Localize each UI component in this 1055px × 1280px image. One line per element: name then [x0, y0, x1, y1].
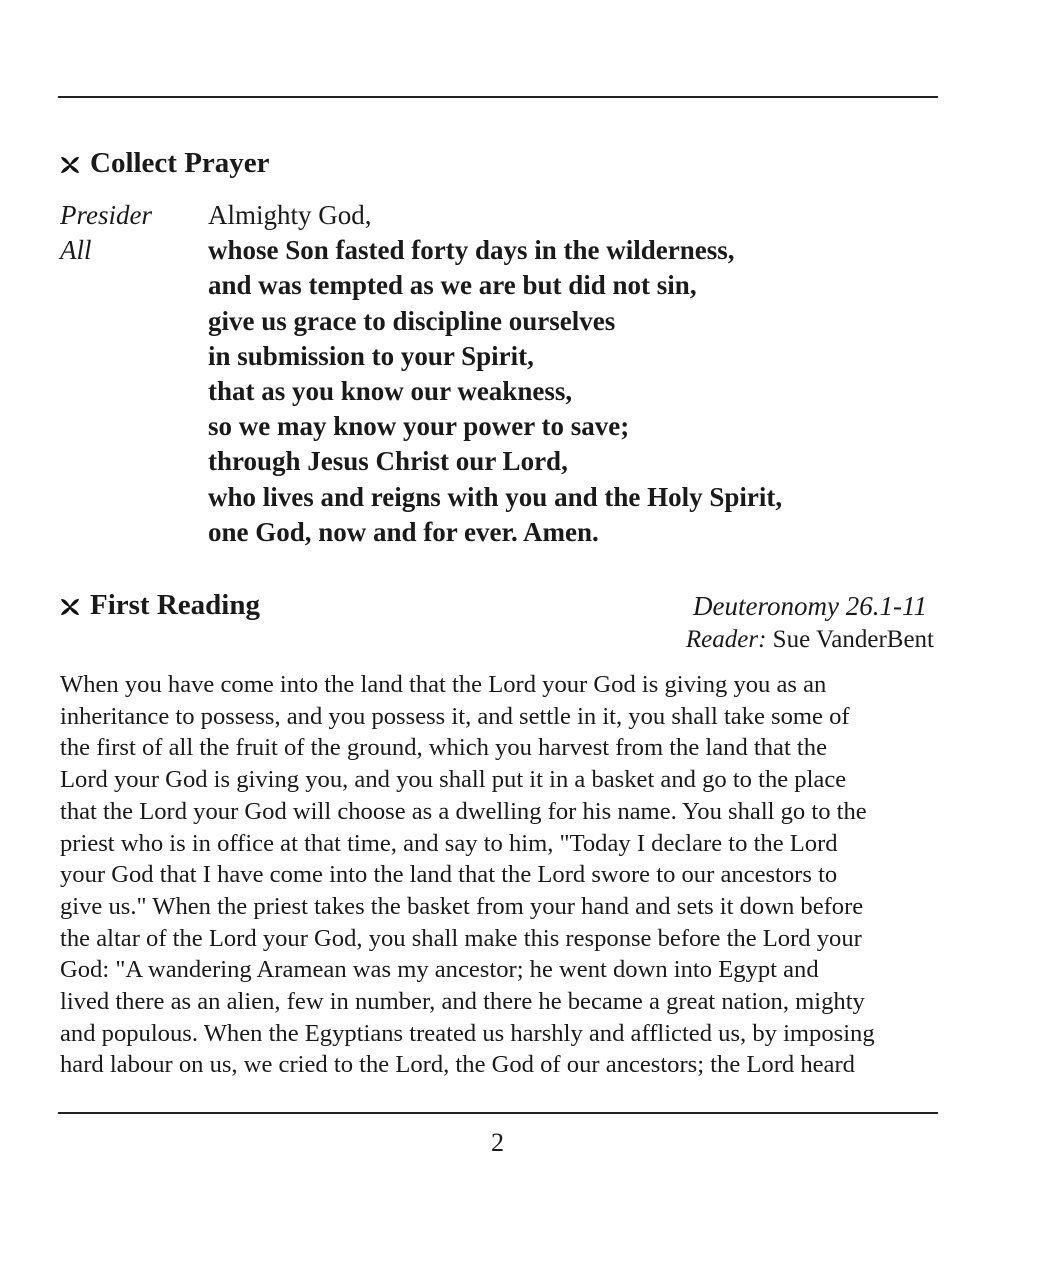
prayer-line: so we may know your power to save;	[208, 411, 630, 442]
reading-line: the altar of the Lord your God, you shall make this response before the Lord your	[60, 924, 862, 952]
reading-line: inheritance to possess, and you possess it, and settle in it, you shall take some of	[60, 702, 850, 730]
reading-text	[60, 669, 875, 1081]
prayer-line: one God, now and for ever. Amen.	[208, 516, 599, 547]
ornament-icon	[58, 595, 82, 619]
reading-line: and populous. When the Egyptians treated us harshly and afflicted us, by imposing	[60, 1019, 875, 1047]
bottom-rule	[58, 1112, 938, 1114]
role-labels	[60, 198, 152, 268]
collect-prayer-text	[208, 198, 782, 550]
reading-line: hard labour on us, we cried to the Lord, the God of our ancestors; the Lord heard	[60, 1051, 855, 1079]
prayer-line: whose Son fasted forty days in the wilderness,	[208, 235, 735, 266]
reading-line: lived there as an alien, few in number, and there he became a great nation, mighty	[60, 988, 865, 1016]
prayer-line: in submission to your Spirit,	[208, 340, 534, 371]
prayer-line: who lives and reigns with you and the Holy Spirit,	[208, 481, 783, 512]
prayer-line: give us grace to discipline ourselves	[208, 305, 616, 336]
reader-name: Sue VanderBent	[772, 626, 934, 653]
page-number: 2	[491, 1128, 504, 1157]
reading-line: God: "A wandering Aramean was my ancestor; he went down into Egypt and	[60, 956, 819, 984]
reading-line: that the Lord your God will choose as a dwelling for his name. You shall go to the	[60, 797, 867, 825]
prayer-line: and was tempted as we are but did not sin,	[208, 270, 697, 301]
role-all: All	[60, 235, 92, 265]
first-reading-title: First Reading	[90, 589, 260, 621]
first-reading-heading	[58, 588, 260, 622]
top-rule	[58, 96, 938, 98]
reading-line: priest who is in office at that time, and say to him, "Today I declare to the Lord	[60, 829, 838, 857]
collect-prayer-title: Collect Prayer	[90, 147, 270, 179]
reading-line: the first of all the fruit of the ground, which you harvest from the land that the	[60, 734, 827, 762]
reader-label: Reader:	[685, 626, 767, 653]
reading-line: your God that I have come into the land that the Lord swore to our ancestors to	[60, 861, 838, 889]
role-presider: Presider	[60, 200, 152, 230]
reading-line: Lord your God is giving you, and you shall put it in a basket and go to the place	[60, 766, 847, 794]
scripture-reference: Deuteronomy 26.1-11	[693, 591, 927, 621]
reader-credit	[686, 624, 934, 656]
collect-prayer-heading	[58, 146, 270, 180]
ornament-icon	[58, 153, 82, 177]
reading-line: When you have come into the land that the Lord your God is giving you as an	[60, 671, 827, 698]
prayer-line: that as you know our weakness,	[208, 376, 573, 407]
prayer-line: through Jesus Christ our Lord,	[208, 446, 568, 477]
presider-line: Almighty God,	[208, 200, 372, 230]
reading-line: give us." When the priest takes the basket from your hand and sets it down before	[60, 892, 864, 920]
